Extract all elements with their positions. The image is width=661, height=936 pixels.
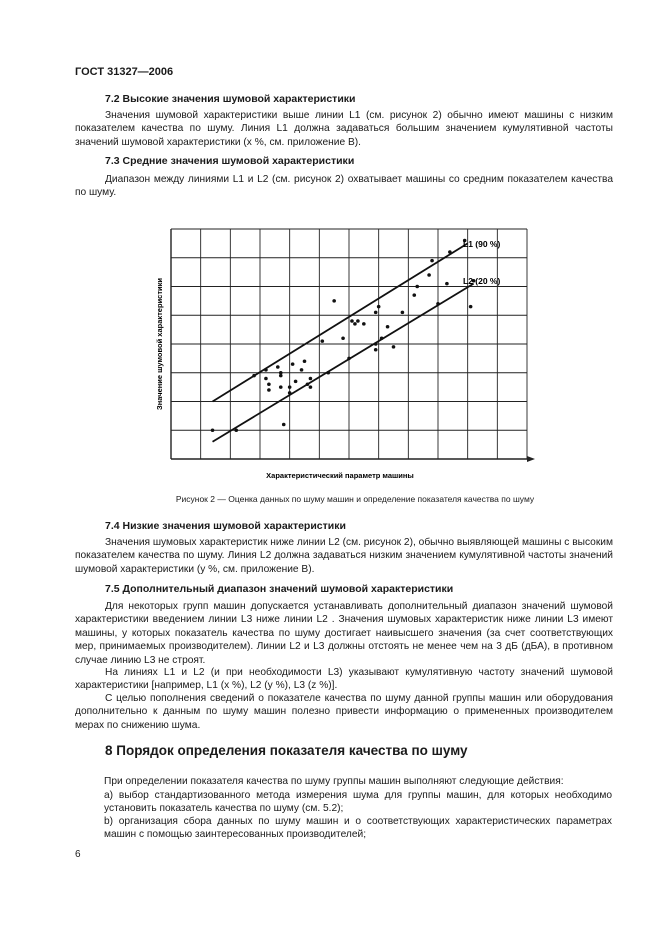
- trend-line: [213, 284, 474, 442]
- x-axis-arrow: [527, 456, 535, 462]
- document-header: ГОСТ 31327—2006: [75, 66, 174, 78]
- data-point: [392, 345, 396, 349]
- data-point: [279, 371, 283, 375]
- data-point: [300, 368, 304, 372]
- data-point: [267, 388, 271, 392]
- data-point: [326, 371, 330, 375]
- data-point: [211, 428, 215, 432]
- data-point: [445, 282, 449, 286]
- chart-points: [211, 239, 476, 432]
- data-point: [412, 293, 416, 297]
- data-point: [267, 382, 271, 386]
- section-7-2-text: Значения шумовой характеристики выше линии L1 (см. рисунок 2) обычно имеют машины с низким показателем качества по шуму. Линия L1 должна задаваться большим значением кумулятивной частоты значений шумовой характеристики (x %, см. приложение В).: [75, 110, 613, 148]
- data-point: [291, 362, 295, 366]
- data-point: [347, 357, 351, 361]
- data-point: [279, 385, 283, 389]
- section-8-item-b: b) организация сбора данных по шуму машин и о соответствующих характеристических параметрах машин с помощью заинтересованных производителей;: [104, 816, 612, 841]
- data-point: [294, 380, 298, 384]
- data-point: [469, 305, 473, 309]
- data-point: [356, 319, 360, 323]
- data-point: [374, 311, 378, 315]
- data-point: [427, 273, 431, 277]
- section-7-2-title: 7.2 Высокие значения шумовой характеристики: [105, 93, 356, 105]
- section-8-item-a: а) выбор стандартизованного метода измерения шума для группы машин, для которых необходимо установить показатель качества по шуму (см. 5.2);: [104, 790, 612, 815]
- data-point: [288, 385, 292, 389]
- data-point: [377, 305, 381, 309]
- data-point: [282, 423, 286, 427]
- data-point: [448, 250, 452, 254]
- data-point: [303, 359, 307, 363]
- data-point: [264, 368, 268, 372]
- chart-grid: [171, 229, 527, 459]
- chart-lines: [213, 243, 474, 441]
- section-7-3-title: 7.3 Средние значения шумовой характеристики: [105, 155, 355, 167]
- data-point: [234, 428, 238, 432]
- y-axis-label: Значение шумовой характеристики: [155, 278, 164, 410]
- section-7-5-p2: На линиях L1 и L2 (и при необходимости L3) указывают кумулятивную частоту значений шумовой характеристики [например, L1 (x %), L2 (y %), L3 (z %)].: [75, 667, 613, 692]
- page-number: 6: [75, 849, 81, 860]
- section-7-5-title: 7.5 Дополнительный диапазон значений шумовой характеристики: [105, 583, 454, 595]
- data-point: [252, 374, 256, 378]
- data-point: [341, 336, 345, 340]
- section-7-5-p3: С целью пополнения сведений о показателе качества по шуму данной группы машин или оборудования дополнительно к данным по шуму машин полезно привести информацию о примененных производителем мерах по снижению шума.: [75, 693, 613, 731]
- data-point: [380, 336, 384, 340]
- data-point: [332, 299, 336, 303]
- data-point: [264, 377, 268, 381]
- data-point: [436, 302, 440, 306]
- section-7-4-text: Значения шумовых характеристик ниже линии L2 (см. рисунок 2), обычно выявляющей машины с высоким показателем качества по шуму. Линия L2 должна задаваться низким значением кумулятивной частоты значений шумовой характеристики (y %, см. приложение В).: [75, 537, 613, 575]
- data-point: [374, 342, 378, 346]
- data-point: [288, 391, 292, 395]
- data-point: [350, 319, 354, 323]
- data-point: [306, 382, 310, 386]
- data-point: [309, 377, 313, 381]
- data-point: [415, 285, 419, 289]
- figure-2-chart: [150, 224, 550, 486]
- section-8-title: 8 Порядок определения показателя качества по шуму: [105, 743, 468, 758]
- section-7-5-p1: Для некоторых групп машин допускается устанавливать дополнительный диапазон значений шумовой характеристики введением линии L3 ниже линии L2 . Значения шумовых характеристик ниже линии L3 имеют машины, у которых показатель качества по шуму достигает наивысшего значения (за счет соответствующих мер, принимаемых производителем). Линии L2 и L3 должны отстоять не менее чем на 3 дБ (дБА), в противном случае линию L3 не строят.: [75, 601, 613, 666]
- line-l1-label: L1 (90 %): [463, 239, 501, 249]
- x-axis-label: Характеристический параметр машины: [266, 471, 414, 480]
- line-l2-label: L2 (20 %): [463, 276, 501, 286]
- data-point: [430, 259, 434, 263]
- section-8-intro: При определении показателя качества по шуму группы машин выполняют следующие действия:: [104, 776, 564, 787]
- data-point: [401, 311, 405, 315]
- chart-axes: [527, 456, 535, 462]
- data-point: [374, 348, 378, 352]
- data-point: [362, 322, 366, 326]
- section-7-3-text: Диапазон между линиями L1 и L2 (см. рисунок 2) охватывает машины со средним показателем качества по шуму.: [75, 174, 613, 199]
- data-point: [276, 365, 280, 369]
- section-7-4-title: 7.4 Низкие значения шумовой характеристики: [105, 520, 346, 532]
- figure-2-caption: Рисунок 2 — Оценка данных по шуму машин и определение показателя качества по шуму: [175, 494, 535, 504]
- data-point: [353, 322, 357, 326]
- data-point: [321, 339, 325, 343]
- trend-line: [213, 243, 468, 401]
- data-point: [386, 325, 390, 329]
- data-point: [309, 385, 313, 389]
